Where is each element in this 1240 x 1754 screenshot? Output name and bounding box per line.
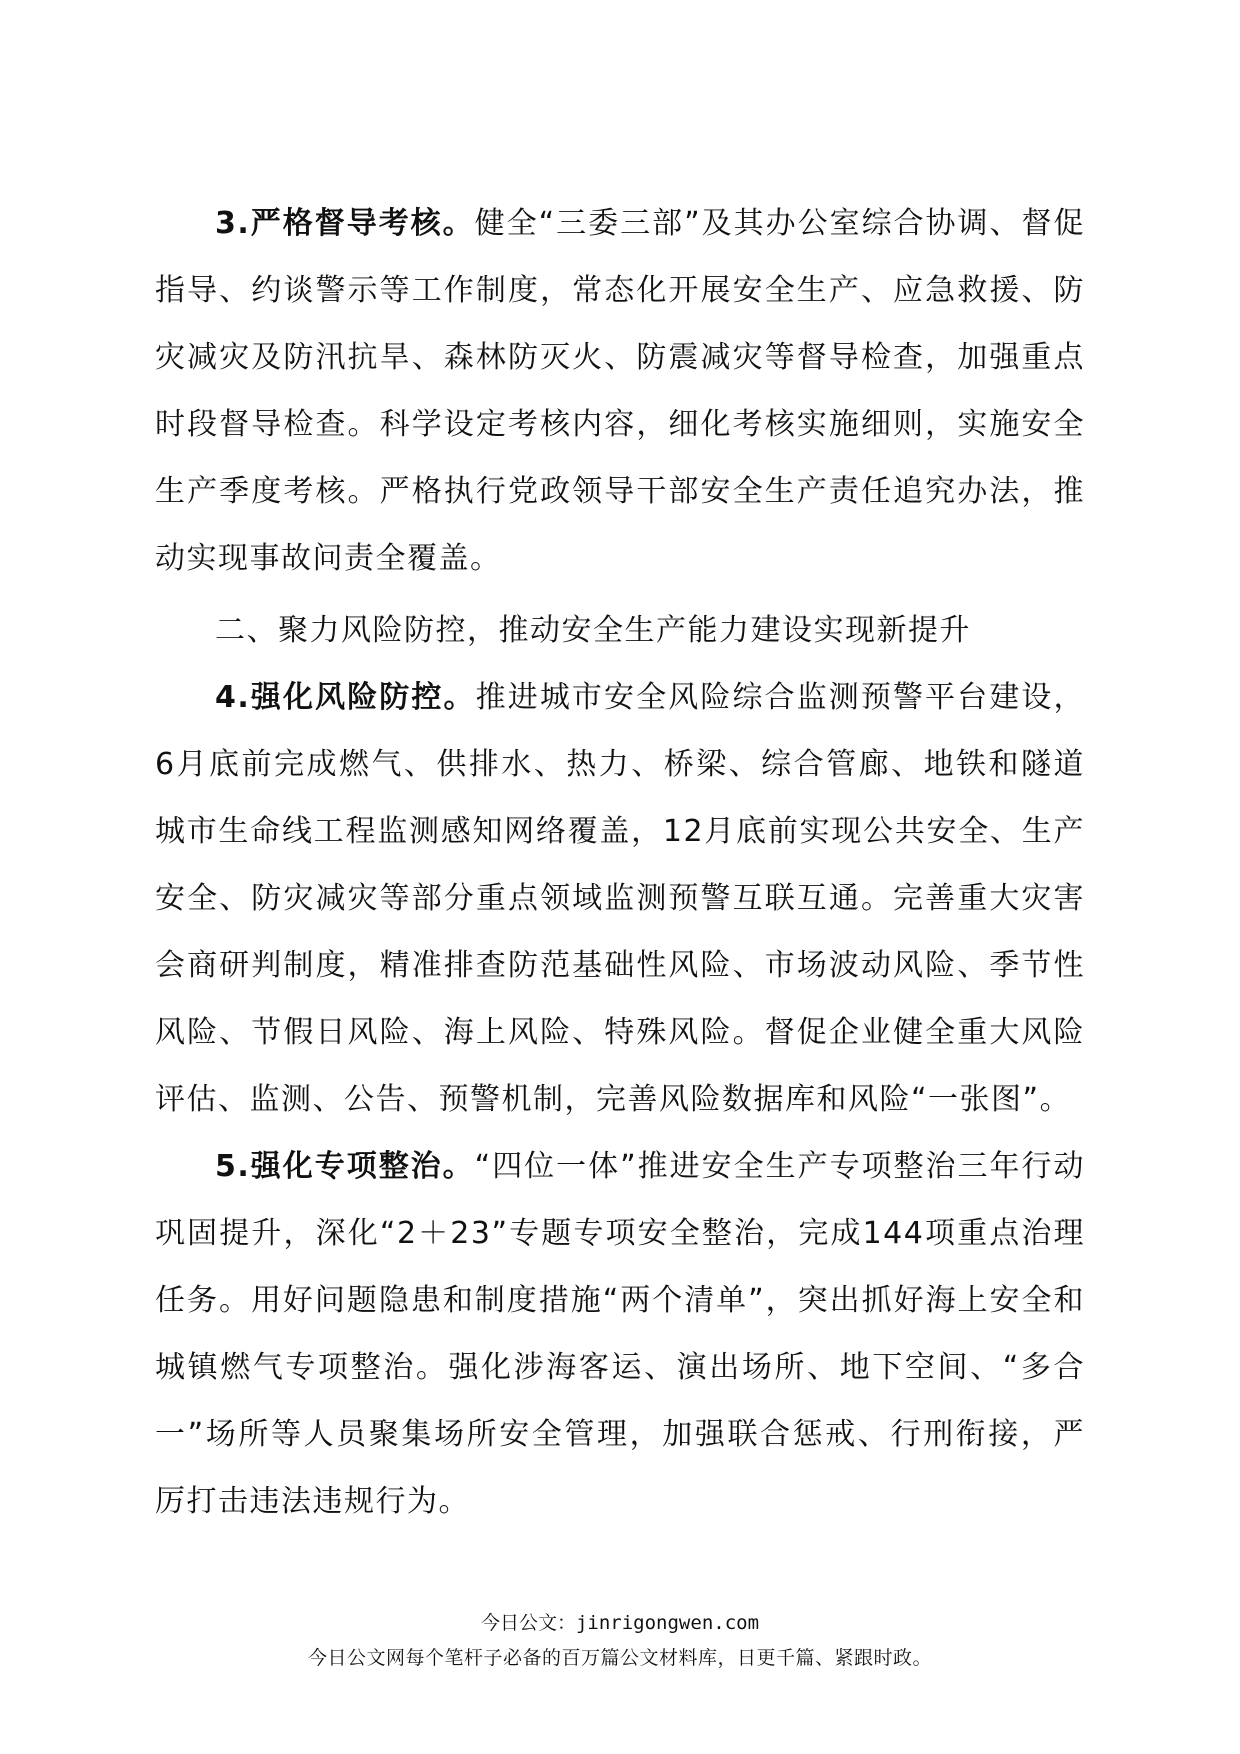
footer-source-line xyxy=(0,1608,1240,1635)
footer-tagline: 今日公文网每个笔杆子必备的百万篇公文材料库，日更千篇、紧跟时政。 xyxy=(307,1647,932,1669)
chapter-2-heading: 二、聚力风险防控，推动安全生产能力建设实现新提升 xyxy=(215,613,971,648)
section-3-text: 健全“三委三部”及其办公室综合协调、督促指导、约谈警示等工作制度，常态化开展安全生产、应急救援、防灾减灾及防汛抗旱、森林防灭火、防震减灾等督导检查，加强重点时段督导检查。科学设定考核内容，细化考核实施细则，实施安全生产季度考核。严格执行党政领导干部安全生产责任追究办法，推动实现事故问责全覆盖。 xyxy=(155,206,1085,576)
section-3-heading: 3.严格督导考核。 xyxy=(215,206,475,241)
section-5-heading: 5.强化专项整治。 xyxy=(215,1149,475,1184)
section-5-text: “四位一体”推进安全生产专项整治三年行动巩固提升，深化“2＋23”专题专项安全整治，完成144项重点治理任务。用好问题隐患和制度措施“两个清单”，突出抓好海上安全和城镇燃气专项整治。强化涉海客运、演出场所、地下空间、“多合一”场所等人员聚集场所安全管理，加强联合惩戒、行刑衔接，严厉打击违法违规行为。 xyxy=(155,1149,1085,1519)
section-4-heading: 4.强化风险防控。 xyxy=(215,680,476,715)
document-body xyxy=(155,190,1085,1535)
footer-url-link[interactable]: jinrigongwen.com xyxy=(575,1612,760,1634)
section-5-paragraph xyxy=(155,1133,1085,1535)
section-4-paragraph xyxy=(155,664,1085,1133)
section-3-paragraph xyxy=(155,190,1085,592)
section-4-text: 推进城市安全风险综合监测预警平台建设，6月底前完成燃气、供排水、热力、桥梁、综合管廊、地铁和隧道城市生命线工程监测感知网络覆盖，12月底前实现公共安全、生产安全、防灾减灾等部分重点领域监测预警互联互通。完善重大灾害会商研判制度，精准排查防范基础性风险、市场波动风险、季节性风险、节假日风险、海上风险、特殊风险。督促企业健全重大风险评估、监测、公告、预警机制，完善风险数据库和风险“一张图”。 xyxy=(155,680,1085,1117)
footer-label: 今日公文： xyxy=(480,1612,576,1634)
